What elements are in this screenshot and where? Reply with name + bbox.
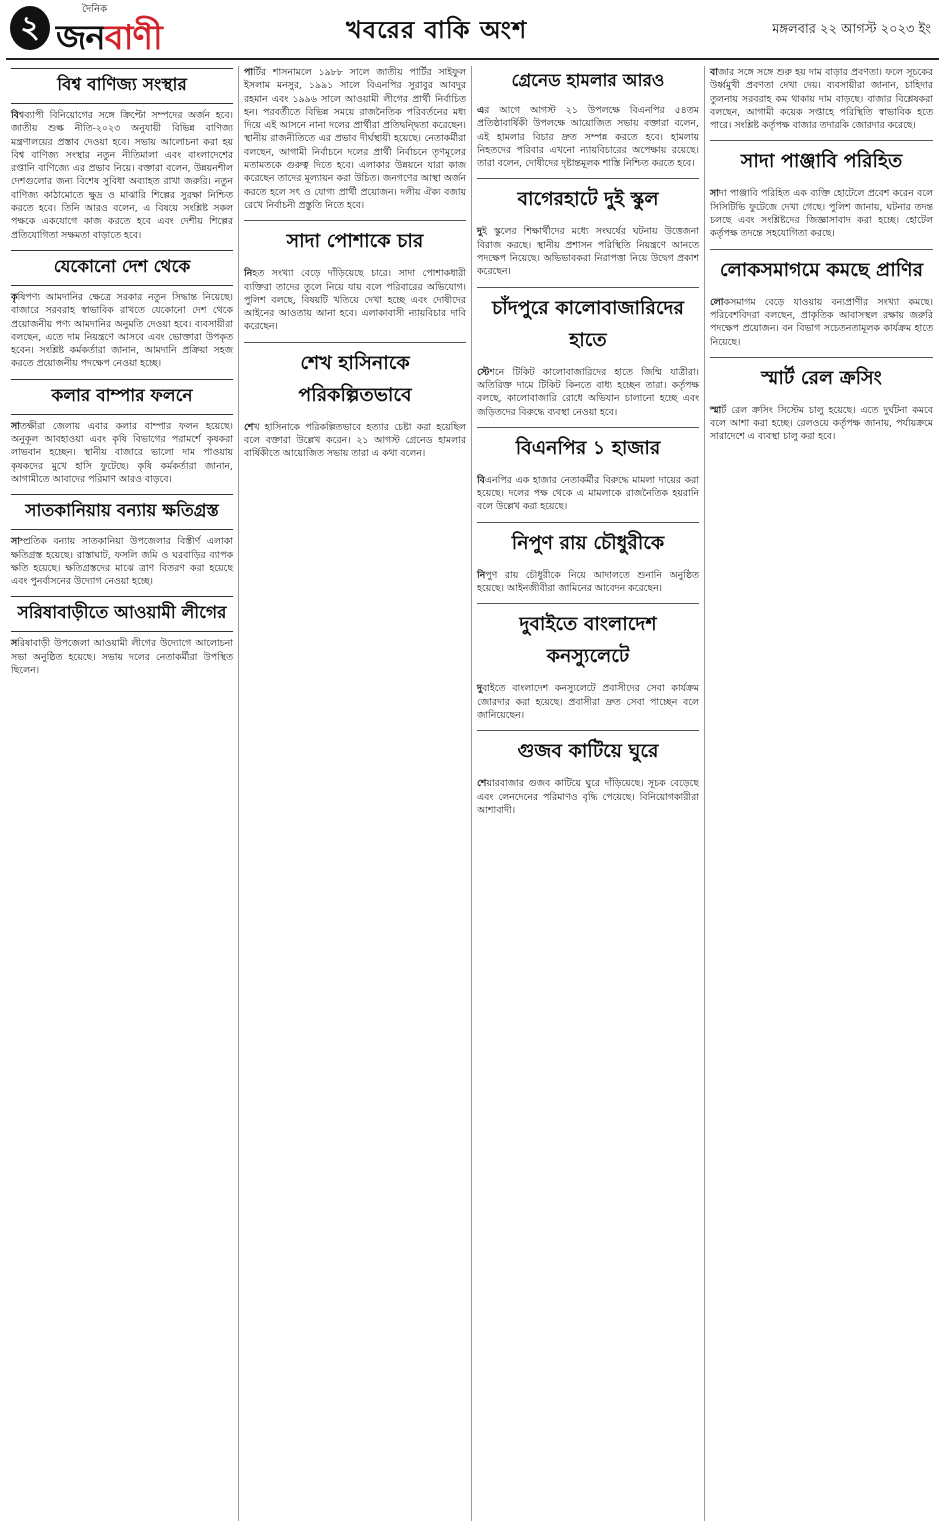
- article-body: সাতক্ষীরা জেলায় এবার কলার বাম্পার ফলন হয়েছে। অনুকূল আবহাওয়া এবং কৃষি বিভাগের পরামর্শে কৃষকরা লাভবান হচ্ছেন। স্থানীয় বাজারে ভালো দাম পাওয়ায় কৃষকদের মুখে হাসি ফুটেছে। কৃষি কর্মকর্তারা জানান, আগামীতে আবাদের পরিমাণ আরও বাড়বে।: [11, 420, 233, 485]
- article-body: পার্টির শাসনামলে ১৯৮৮ সালে জাতীয় পার্টির সাইফুল ইসলাম মনসুর, ১৯৯১ সালে বিএনপির সুরাবুর আবদুর রহমান এবং ১৯৯৬ সালে আওয়ামী লীগের প্রার্থী নির্বাচিত হন। পরবর্তীতে বিভিন্ন সময়ে রাজনৈতিক পরিবর্তনের মধ্য দিয়ে এই আসনে নানা দলের প্রার্থীরা প্রতিদ্বন্দ্বিতা করেছেন। স্থানীয় রাজনীতিতে এর প্রভাব দীর্ঘস্থায়ী হয়েছে। নেতাকর্মীরা বলছেন, আগামী নির্বাচনে দলের প্রার্থী নির্বাচনে তৃণমূলের মতামতকে গুরুত্ব দিতে হবে। এলাকার উন্নয়নে যারা কাজ করেছেন তাদের মূল্যায়ন করা উচিত। জনগণের আস্থা অর্জন করতে হলে সৎ ও যোগ্য প্রার্থী প্রয়োজন। দলীয় ঐক্য বজায় রেখে নির্বাচনী প্রস্তুতি নিতে হবে।: [244, 67, 466, 211]
- divider: [477, 427, 699, 428]
- article: [11, 494, 233, 588]
- article-title: লোকসমাগমে কমছে প্রাণির: [719, 258, 924, 281]
- divider: [477, 522, 699, 523]
- divider: [477, 178, 699, 179]
- logo-name: [56, 12, 162, 69]
- article-continuation: [710, 66, 933, 132]
- article-body: নিহত সংখ্যা বেড়ে দাঁড়িয়েছে চারে। সাদা পোশাকধারী ব্যক্তিরা তাদের তুলে নিয়ে যায় বলে পরিবারের অভিযোগ। পুলিশ বলছে, বিষয়টি খতিয়ে দেখা হচ্ছে এবং দোষীদের আইনের আওতায় আনা হবে। এলাকাবাসী ন্যায়বিচার দাবি করেছেন।: [244, 268, 466, 333]
- divider: [477, 287, 699, 288]
- article-body: বাজার সঙ্গে সঙ্গে শুরু হয় দাম বাড়ার প্রবণতা। ফলে সূচকের উর্ধ্বমুখী প্রবণতা দেখা দেয়। ব্যবসায়ীরা জানান, চাহিদার তুলনায় সরবরাহ কম থাকায় দাম বাড়ছে। বাজার বিশ্লেষকরা বলছেন, আগামী কয়েক সপ্তাহে পরিস্থিতি স্বাভাবিক হতে পারে। সংশ্লিষ্ট কর্তৃপক্ষ বাজার তদারকি জোরদার করেছে।: [710, 67, 933, 132]
- article-title: সরিষাবাড়ীতে আওয়ামী লীগের: [11, 596, 233, 632]
- article: [477, 737, 699, 817]
- article-title: বিশ্ব বাণিজ্য সংস্থার: [11, 68, 233, 104]
- logo-name-part1: জন: [56, 18, 105, 58]
- article-title: সাদা পাঞ্জাবি পরিহিত: [740, 150, 903, 173]
- article-title: শেখ হাসিনাকে পরিকল্পিতভাবে: [298, 351, 412, 406]
- article-body: নিপুণ রায় চৌধুরীকে নিয়ে আদালতে শুনানি অনুষ্ঠিত হয়েছে। আইনজীবীরা জামিনের আবেদন করেছেন।: [477, 569, 699, 595]
- article-body: শেখ হাসিনাকে পরিকল্পিতভাবে হত্যার চেষ্টা করা হয়েছিল বলে বক্তারা উল্লেখ করেন। ২১ আগস্ট গ্রেনেড হামলার বার্ষিকীতে আয়োজিত সভায় তারা এ কথা বলেন।: [244, 421, 466, 460]
- column-3: [472, 66, 705, 1521]
- article-title: গুজব কাটিয়ে ঘুরে: [517, 740, 659, 763]
- article-title: বিএনপির ১ হাজার: [515, 436, 661, 459]
- article-continuation: [244, 66, 466, 212]
- article-title: কলার বাম্পার ফলনে: [11, 379, 233, 415]
- column-4: [705, 66, 938, 1521]
- article-body: সাদা পাঞ্জাবি পরিহিত এক ব্যক্তি হোটেলে প্রবেশ করেন বলে সিসিটিভি ফুটেজে দেখা গেছে। পুলিশ জানায়, ঘটনার তদন্ত চলছে এবং সংশ্লিষ্টদের জিজ্ঞাসাবাদ করা হচ্ছে। হোটেল কর্তৃপক্ষ তদন্তে সহযোগিতা করছে।: [710, 188, 933, 240]
- article: [477, 68, 699, 170]
- article-body: স্টেশনে টিকিট কালোবাজারিদের হাতে জিম্মি যাত্রীরা। অতিরিক্ত দামে টিকিট কিনতে বাধ্য হচ্ছেন তারা। কর্তৃপক্ষ বলছে, কালোবাজারি রোধে অভিযান চালানো হচ্ছে এবং জড়িতদের বিরুদ্ধে ব্যবস্থা নেওয়া হবে।: [477, 366, 699, 418]
- article-body: দুবাইতে বাংলাদেশ কনস্যুলেটে প্রবাসীদের সেবা কার্যক্রম জোরদার করা হয়েছে। প্রবাসীরা দ্রুত সেবা পাচ্ছেন বলে জানিয়েছেন।: [477, 683, 699, 721]
- article-body: বিশ্বব্যাপী বিনিয়োগের সঙ্গে ক্রিপ্টো সম্পদের অর্জন হবে। জাতীয় শুল্ক নীতি-২০২৩ অনুযায়ী বিভিন্ন বাণিজ্য মন্ত্রণালয়ের প্রস্তাব দেওয়া হবে। সভায় আলোচনা করা হয় বিশ্ব বাণিজ্য সংস্থার নতুন নীতিমালা এবং বাংলাদেশের রপ্তানি বাণিজ্যে এর প্রভাব নিয়ে। বক্তারা বলেন, উন্নয়নশীল দেশগুলোর জন্য বিশেষ সুবিধা অব্যাহত রাখা জরুরি। নতুন বাণিজ্য কাঠামোতে ক্ষুদ্র ও মাঝারি শিল্পের সুরক্ষা নিশ্চিত করতে হবে। তিনি আরও বলেন, এ বিষয়ে সংশ্লিষ্ট সকল পক্ষকে একযোগে কাজ করতে হবে এবং দেশীয় শিল্পের প্রতিযোগিতা সক্ষমতা বাড়াতে হবে।: [11, 110, 233, 241]
- article: [11, 68, 233, 242]
- newspaper-logo: [56, 2, 166, 58]
- article-body: সরিষাবাড়ী উপজেলা আওয়ামী লীগের উদ্যোগে আলোচনা সভা অনুষ্ঠিত হয়েছে। সভায় দলের নেতাকর্মীরা উপস্থিত ছিলেন।: [11, 638, 233, 677]
- article-title: গ্রেনেড হামলার আরও: [511, 71, 665, 91]
- section-title: খবরের বাকি অংশ: [346, 16, 528, 44]
- article: [244, 227, 466, 333]
- article: [11, 596, 233, 677]
- article-title: যেকোনো দেশ থেকে: [11, 250, 233, 286]
- article: [244, 349, 466, 461]
- article-body: কৃষিপণ্য আমদানির ক্ষেত্রে সরকার নতুন সিদ্ধান্ত নিয়েছে। বাজারে সরবরাহ স্বাভাবিক রাখতে যেকোনো দেশ থেকে প্রয়োজনীয় পণ্য আমদানির অনুমতি দেওয়া হবে। ব্যবসায়ীরা বলছেন, এতে দাম নিয়ন্ত্রণে আসবে এবং ভোক্তারা উপকৃত হবেন। সংশ্লিষ্ট কর্মকর্তারা জানান, আমদানি প্রক্রিয়া সহজ করতে প্রয়োজনীয় পদক্ষেপ নেওয়া হচ্ছে।: [11, 291, 233, 370]
- divider: [244, 342, 466, 343]
- article: [477, 610, 699, 722]
- logo-name-part2: বাণী: [104, 18, 162, 58]
- article-body: শেয়ারবাজার গুজব কাটিয়ে ঘুরে দাঁড়িয়েছে। সূচক বেড়েছে এবং লেনদেনের পরিমাণও বৃদ্ধি পেয়েছে। বিনিয়োগকারীরা আশাবাদী।: [477, 778, 699, 816]
- column-2: [239, 66, 472, 1521]
- article-columns: [6, 66, 939, 1521]
- article: [477, 434, 699, 514]
- article-body: দুই স্কুলের শিক্ষার্থীদের মধ্যে সংঘর্ষের ঘটনায় উত্তেজনা বিরাজ করছে। স্থানীয় প্রশাসন পরিস্থিতি নিয়ন্ত্রণে আনতে পদক্ষেপ নিয়েছে। অভিভাবকরা নিরাপত্তা নিয়ে উদ্বেগ প্রকাশ করেছেন।: [477, 226, 699, 278]
- article: [710, 256, 933, 349]
- article: [477, 185, 699, 278]
- divider: [710, 357, 933, 358]
- article-title: চাঁদপুরে কালোবাজারিদের হাতে: [492, 296, 684, 351]
- publication-date: মঙ্গলবার ২২ আগস্ট ২০২৩ ইং: [772, 22, 931, 37]
- article-body: লোকসমাগম বেড়ে যাওয়ায় বন্যপ্রাণীর সংখ্যা কমছে। পরিবেশবিদরা বলছেন, প্রাকৃতিক আবাসস্থল রক্ষায় জরুরি পদক্ষেপ প্রয়োজন। বন বিভাগ সচেতনতামূলক কার্যক্রম হাতে নিয়েছে।: [710, 296, 933, 348]
- article-title: সাতকানিয়ায় বন্যায় ক্ষতিগ্রস্ত: [11, 494, 233, 530]
- article: [710, 364, 933, 444]
- article-title: সাদা পোশাকে চার: [286, 230, 424, 253]
- column-1: [6, 66, 239, 1521]
- logo-prefix: দৈনিক: [82, 4, 108, 15]
- article: [477, 294, 699, 419]
- article-title: স্মার্ট রেল ক্রসিং: [761, 366, 882, 389]
- article: [11, 250, 233, 371]
- article: [710, 147, 933, 240]
- divider: [710, 249, 933, 250]
- article-body: স্মার্ট রেল ক্রসিং সিস্টেম চালু হয়েছে। এতে দুর্ঘটনা কমবে বলে আশা করা হচ্ছে। রেলওয়ে কর্তৃপক্ষ জানায়, পর্যায়ক্রমে সারাদেশে এ ব্যবস্থা চালু করা হবে।: [710, 404, 933, 443]
- masthead: [6, 0, 939, 60]
- divider: [477, 603, 699, 604]
- article-title: নিপুণ রায় চৌধুরীকে: [511, 531, 665, 554]
- article: [11, 379, 233, 486]
- page-number-badge: ২: [10, 6, 50, 50]
- divider: [244, 220, 466, 221]
- divider: [710, 140, 933, 141]
- article: [477, 529, 699, 596]
- divider: [477, 730, 699, 731]
- article-body: সাম্প্রতিক বন্যায় সাতকানিয়া উপজেলার বিস্তীর্ণ এলাকা ক্ষতিগ্রস্ত হয়েছে। রাস্তাঘাট, ফসলি জমি ও ঘরবাড়ির ব্যাপক ক্ষতি হয়েছে। ক্ষতিগ্রস্তদের মাঝে ত্রাণ বিতরণ করা হয়েছে এবং পুনর্বাসনের উদ্যোগ নেওয়া হচ্ছে।: [11, 536, 233, 588]
- article-body: বিএনপির এক হাজার নেতাকর্মীর বিরুদ্ধে মামলা দায়ের করা হয়েছে। দলের পক্ষ থেকে এ মামলাকে রাজনৈতিক হয়রানি বলে উল্লেখ করা হয়েছে।: [477, 474, 699, 513]
- article-body: এর আগে আগস্ট ২১ উপলক্ষে বিএনপির ৫৪তম প্রতিষ্ঠাবার্ষিকী উপলক্ষে আয়োজিত সভায় বক্তারা বলেন, এই হামলার বিচার দ্রুত সম্পন্ন করতে হবে। হামলায় নিহতদের পরিবার এখনো ন্যায়বিচারের অপেক্ষায় রয়েছে। তারা বলেন, দোষীদের দৃষ্টান্তমূলক শাস্তি নিশ্চিত করতে হবে।: [477, 105, 699, 170]
- article-title: বাগেরহাটে দুই স্কুল: [517, 188, 659, 211]
- article-title: দুবাইতে বাংলাদেশ কনস্যুলেটে: [519, 613, 657, 668]
